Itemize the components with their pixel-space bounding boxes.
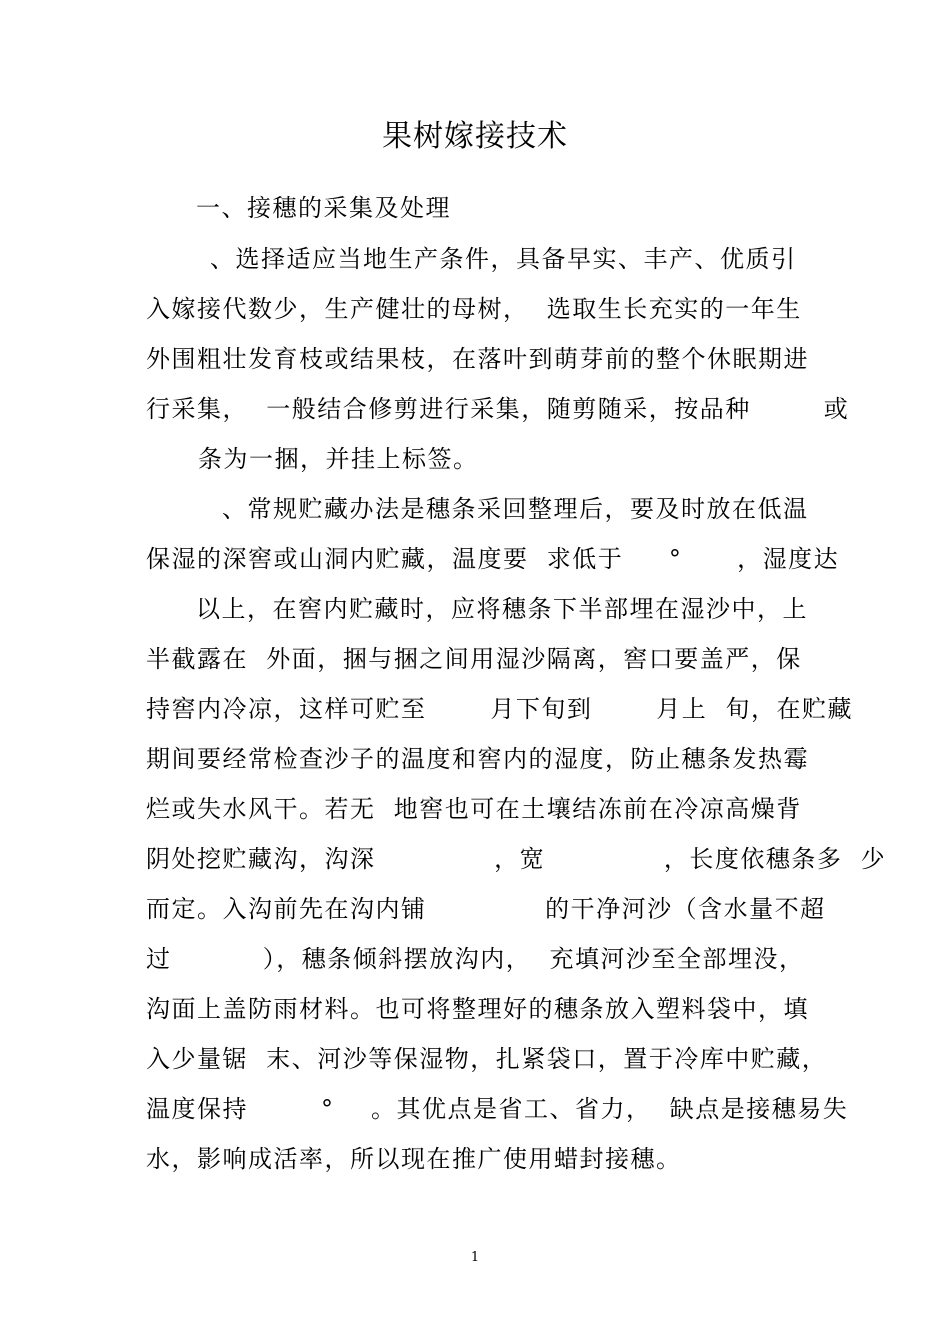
- paragraph-line: 、常规贮藏办法是穗条采回整理后，要及时放在低温: [222, 495, 809, 523]
- paragraph-line: 半截露在 外面，捆与捆之间用湿沙隔离，窖口要盖严，保: [146, 645, 802, 673]
- section-heading: 一、接穗的采集及处理: [196, 194, 451, 222]
- paragraph-line: 行采集， 一般结合修剪进行采集，随剪随采，按品种 或: [146, 395, 850, 423]
- paragraph-line: 期间要经常检查沙子的温度和窖内的湿度，防止穗条发热霉: [146, 745, 809, 773]
- document-title: 果树嫁接技术: [382, 119, 568, 154]
- paragraph-line: 而定。入沟前先在沟内铺 的干净河沙（含水量不超: [146, 895, 826, 923]
- paragraph-line: 入少量锯 末、河沙等保湿物，扎紧袋口，置于冷库中贮藏，: [146, 1045, 828, 1073]
- paragraph-line: 条为一捆，并挂上标签。: [198, 445, 479, 473]
- page-number: 1: [470, 1250, 480, 1265]
- paragraph-line: 烂或失水风干。若无 地窖也可在土壤结冻前在冷凉高燥背: [146, 795, 802, 823]
- paragraph-line: 入嫁接代数少，生产健壮的母树， 选取生长充实的一年生: [146, 295, 802, 323]
- paragraph-line: 水，影响成活率，所以现在推广使用蜡封接穗。: [146, 1145, 682, 1173]
- paragraph-line: 保湿的深窖或山洞内贮藏，温度要 求低于 ° ，湿度达: [146, 545, 840, 573]
- paragraph-line: 过 ），穗条倾斜摆放沟内， 充填河沙至全部埋没，: [146, 945, 805, 973]
- paragraph-line: 、选择适应当地生产条件，具备早实、丰产、优质引: [210, 245, 797, 273]
- paragraph-line: 外围粗壮发育枝或结果枝，在落叶到萌芽前的整个休眠期进: [146, 345, 809, 373]
- paragraph-line: 阴处挖贮藏沟，沟深 ，宽 ，长度依穗条多 少: [146, 845, 887, 873]
- paragraph-line: 沟面上盖防雨材料。也可将整理好的穗条放入塑料袋中，填: [146, 995, 809, 1023]
- paragraph-line: 持窖内冷凉，这样可贮至 月下旬到 月上 旬，在贮藏: [146, 695, 854, 723]
- paragraph-line: 以上，在窖内贮藏时，应将穗条下半部埋在湿沙中，上: [196, 595, 808, 623]
- paragraph-line: 温度保持 ° 。其优点是省工、省力， 缺点是接穗易失: [146, 1095, 849, 1123]
